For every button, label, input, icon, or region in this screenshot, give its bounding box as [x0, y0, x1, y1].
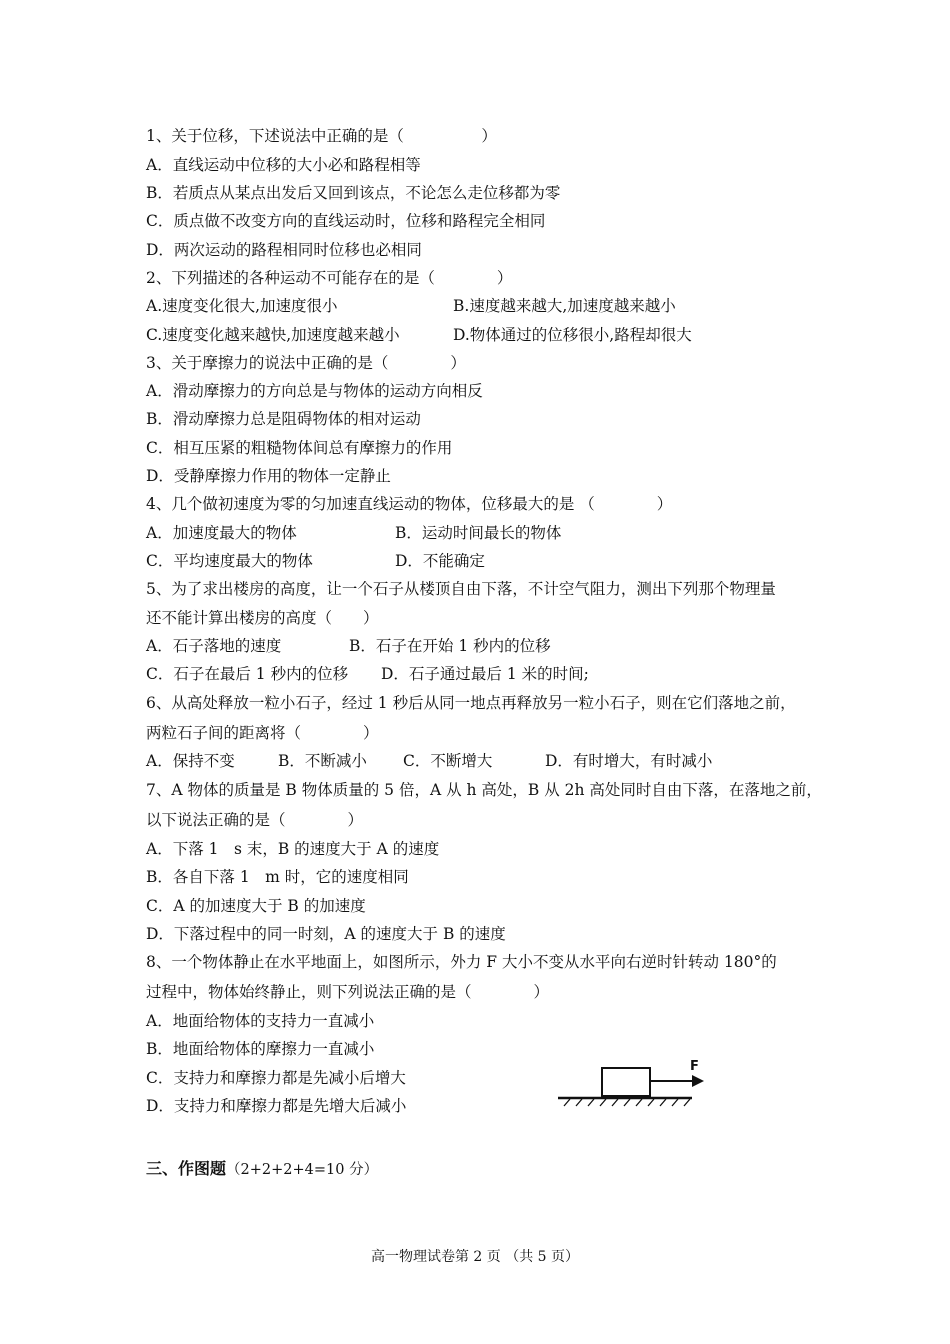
q6-option-a: A．保持不变 — [146, 752, 235, 770]
q7-stem-line2: 以下说法正确的是（ ） — [146, 811, 364, 829]
q5-option-c: C．石子在最后 1 秒内的位移 — [146, 665, 349, 683]
q8-option-b: B．地面给物体的摩擦力一直减小 — [146, 1040, 375, 1058]
q8-option-d: D．支持力和摩擦力都是先增大后减小 — [146, 1097, 407, 1115]
q1-stem: 1、关于位移，下述说法中正确的是（ ） — [146, 127, 497, 145]
q4-option-a: A．加速度最大的物体 — [146, 524, 297, 542]
q1-option-d: D．两次运动的路程相同时位移也必相同 — [146, 241, 422, 259]
page-footer: 高一物理试卷第 2 页 （共 5 页） — [370, 1249, 580, 1265]
q2-option-b: B.速度越来越大,加速度越来越小 — [453, 297, 676, 315]
q1-option-a: A．直线运动中位移的大小必和路程相等 — [146, 156, 421, 174]
ground-hatching — [564, 1099, 690, 1106]
q3-option-d: D．受静摩擦力作用的物体一定静止 — [146, 467, 391, 485]
q5-stem-line1: 5、为了求出楼房的高度，让一个石子从楼顶自由下落，不计空气阻力，测出下列那个物理量 — [146, 580, 776, 598]
q7-option-c: C．A 的加速度大于 B 的加速度 — [146, 897, 366, 915]
q6-option-c: C．不断增大 — [403, 752, 493, 770]
q7-option-d: D．下落过程中的同一时刻，A 的速度大于 B 的速度 — [146, 925, 506, 943]
q1-option-b: B．若质点从某点出发后又回到该点，不论怎么走位移都为零 — [146, 184, 561, 202]
q6-stem-line2: 两粒石子间的距离将（ ） — [146, 724, 379, 742]
q8-stem-line1: 8、一个物体静止在水平地面上，如图所示，外力 F 大小不变从水平向右逆时针转动 180°的 — [146, 953, 777, 971]
q2-stem: 2、下列描述的各种运动不可能存在的是（ ） — [146, 269, 513, 287]
q7-stem-line1: 7、A 物体的质量是 B 物体质量的 5 倍，A 从 h 高处，B 从 2h 高处同时自由下落，在落地之前， — [146, 781, 822, 799]
section-3-title: 三、作图题 — [146, 1159, 227, 1178]
q2-option-c: C.速度变化越来越快,加速度越来越小 — [146, 326, 400, 344]
section-3-score: （2+2+2+4=10 分） — [226, 1162, 379, 1178]
q8-option-c: C．支持力和摩擦力都是先减小后增大 — [146, 1069, 406, 1087]
q3-option-a: A．滑动摩擦力的方向总是与物体的运动方向相反 — [146, 382, 483, 400]
q7-option-a: A．下落 1 s 末，B 的速度大于 A 的速度 — [146, 840, 440, 858]
q5-option-a: A．石子落地的速度 — [146, 637, 282, 655]
q6-option-d: D．有时增大，有时减小 — [545, 752, 713, 770]
q4-option-c: C．平均速度最大的物体 — [146, 552, 313, 570]
q4-option-d: D．不能确定 — [395, 552, 485, 570]
q3-stem: 3、关于摩擦力的说法中正确的是（ ） — [146, 354, 466, 372]
q8-option-a: A．地面给物体的支持力一直减小 — [146, 1012, 375, 1030]
q5-option-b: B．石子在开始 1 秒内的位移 — [349, 637, 551, 655]
q5-option-d: D．石子通过最后 1 米的时间; — [381, 665, 589, 683]
q5-stem-line2: 还不能计算出楼房的高度（ ） — [146, 609, 379, 627]
q6-option-b: B．不断减小 — [278, 752, 367, 770]
block-shape — [602, 1068, 650, 1096]
force-label: F — [690, 1059, 699, 1074]
q2-option-a: A.速度变化很大,加速度很小 — [146, 297, 338, 315]
q3-option-c: C．相互压紧的粗糙物体间总有摩擦力的作用 — [146, 439, 453, 457]
force-arrow-head — [692, 1075, 704, 1087]
q8-force-diagram — [556, 1058, 706, 1116]
q4-stem: 4、几个做初速度为零的匀加速直线运动的物体，位移最大的是 （ ） — [146, 495, 673, 513]
q1-option-c: C．质点做不改变方向的直线运动时，位移和路程完全相同 — [146, 212, 546, 230]
q7-option-b: B．各自下落 1 m 时，它的速度相同 — [146, 868, 409, 886]
q4-option-b: B．运动时间最长的物体 — [395, 524, 562, 542]
q3-option-b: B．滑动摩擦力总是阻碍物体的相对运动 — [146, 410, 421, 428]
q6-stem-line1: 6、从高处释放一粒小石子，经过 1 秒后从同一地点再释放另一粒小石子，则在它们落地之前， — [146, 694, 796, 712]
q2-option-d: D.物体通过的位移很小,路程却很大 — [453, 326, 692, 344]
q8-stem-line2: 过程中，物体始终静止，则下列说法正确的是（ ） — [146, 983, 550, 1001]
section-3-heading — [146, 1156, 378, 1179]
